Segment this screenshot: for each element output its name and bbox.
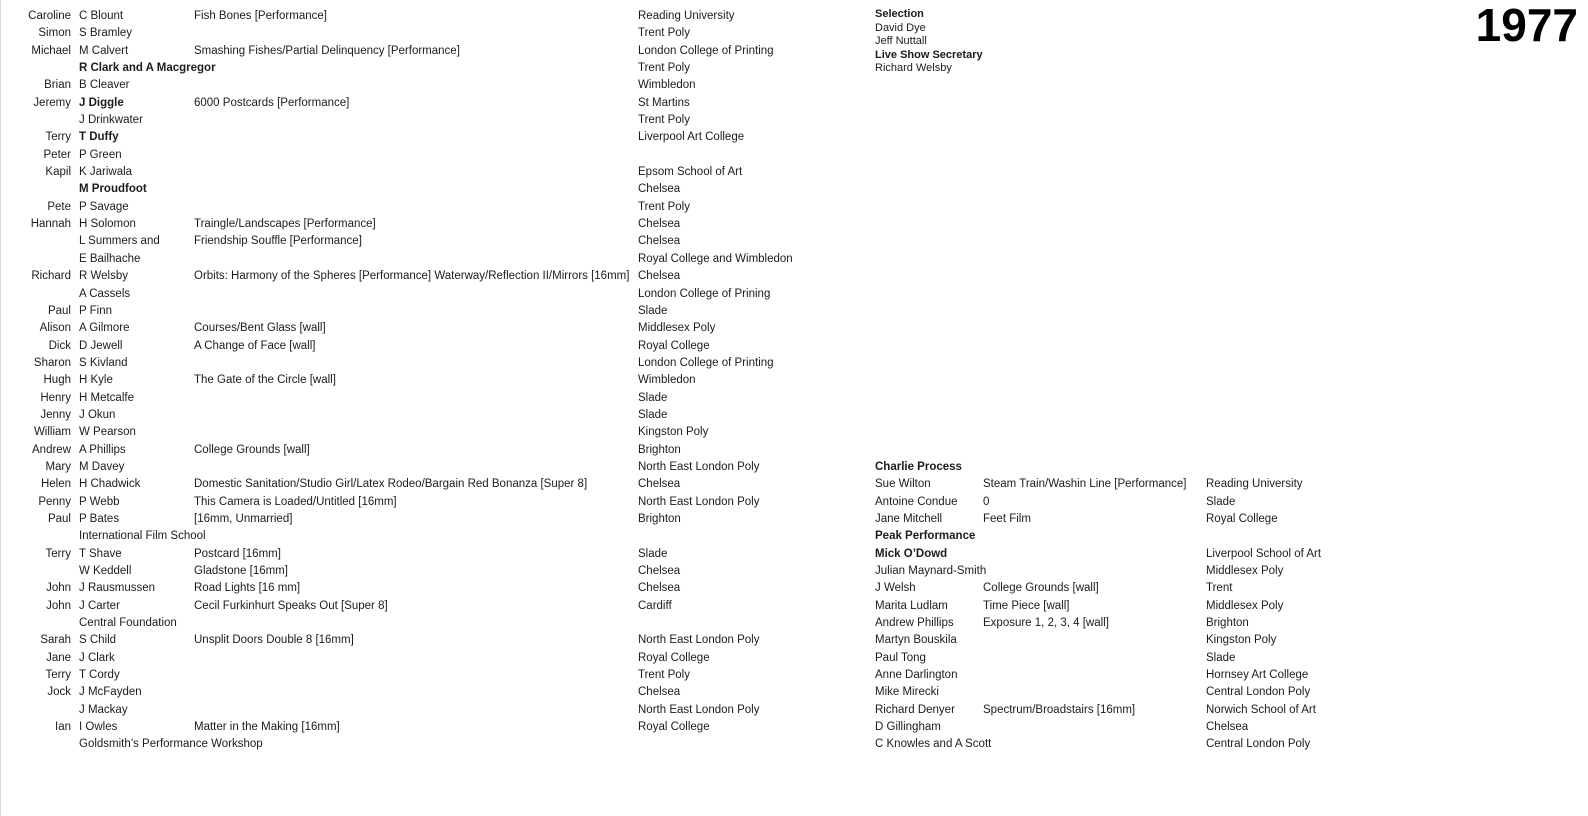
table-row (1, 407, 1588, 424)
college-cell: Middlesex Poly (638, 322, 716, 335)
college-cell: Trent Poly (638, 200, 690, 213)
first-name-cell: Simon (38, 27, 71, 40)
college-cell: Epsom School of Art (638, 166, 743, 179)
name-cell: M Proudfoot (79, 183, 147, 196)
first-name-cell: Henry (40, 391, 71, 404)
right-college-cell: Brighton (1206, 617, 1249, 630)
name-cell: P Finn (79, 304, 113, 317)
college-cell: London College of Prining (638, 287, 771, 300)
year-title: 1977 (1475, 0, 1578, 51)
work-cell: Fish Bones [Performance] (194, 10, 327, 22)
right-name-cell: Andrew Phillips (875, 617, 954, 630)
college-cell: Chelsea (638, 686, 681, 699)
table-row (1, 112, 1588, 129)
live-show-secretary-heading: Live Show Secretary (875, 48, 983, 61)
name-cell: J Rausmussen (79, 582, 156, 595)
right-name-cell: Mike Mirecki (875, 686, 939, 699)
table-row (1, 442, 1588, 459)
right-name-cell: Mick O’Dowd (875, 547, 948, 560)
name-cell: Central Foundation (79, 617, 177, 630)
live-show-secretary-name: Richard Welsby (875, 62, 952, 74)
work-cell: College Grounds [wall] (194, 443, 310, 456)
name-cell: J Drinkwater (79, 114, 143, 127)
right-work-cell: College Grounds [wall] (983, 582, 1099, 595)
table-row (1, 563, 1588, 580)
work-cell: Domestic Sanitation/Studio Girl/Latex Rodeo/Bargain Red Bonanza [Super 8] (194, 478, 588, 491)
college-cell: London College of Printing (638, 44, 774, 57)
right-work-cell: Exposure 1, 2, 3, 4 [wall] (983, 617, 1109, 630)
name-cell: A Gilmore (79, 322, 130, 335)
first-name-cell: Ian (55, 721, 71, 734)
selection-name: David Dye (875, 21, 926, 34)
name-cell: P Bates (79, 512, 120, 525)
right-college-cell: Norwich School of Art (1206, 703, 1316, 716)
right-name-cell: J Welsh (875, 582, 916, 595)
first-name-cell: Michael (31, 44, 71, 57)
name-cell: H Kyle (79, 374, 113, 387)
first-name-cell: Dick (48, 339, 71, 352)
table-row (1, 598, 1588, 615)
college-cell: North East London Poly (638, 703, 760, 716)
work-cell: 6000 Postcards [Performance] (194, 96, 350, 109)
college-cell: Trent Poly (638, 62, 690, 75)
first-name-cell: Richard (31, 270, 71, 283)
table-row (1, 580, 1588, 597)
work-cell: [16mm, Unmarried] (194, 512, 293, 525)
first-name-cell: Brian (44, 79, 71, 92)
name-cell: W Keddell (79, 565, 132, 577)
first-name-cell: Jeremy (33, 96, 71, 109)
right-name-cell: Peak Performance (875, 530, 976, 543)
table-row (1, 684, 1588, 701)
table-row (1, 719, 1588, 736)
name-cell: P Savage (79, 200, 129, 213)
table-row (1, 615, 1588, 632)
name-cell: H Chadwick (79, 478, 141, 491)
right-college-cell: Slade (1206, 495, 1236, 508)
college-cell: North East London Poly (638, 495, 760, 508)
selection-name: Jeff Nuttall (875, 35, 927, 47)
table-row (1, 8, 1588, 25)
first-name-cell: Mary (45, 460, 71, 473)
college-cell: Slade (638, 304, 668, 317)
college-cell: Kingston Poly (638, 426, 709, 439)
right-name-cell: Antoine Condue (875, 495, 958, 508)
first-name-cell: Pete (47, 200, 71, 213)
name-cell: S Child (79, 634, 117, 647)
right-college-cell: Central London Poly (1206, 686, 1311, 699)
first-name-cell: Paul (47, 304, 71, 317)
right-name-cell: Anne Darlington (875, 669, 958, 682)
right-college-cell: Liverpool School of Art (1206, 547, 1322, 560)
right-name-cell: Paul Tong (875, 651, 926, 664)
first-name-cell: Helen (40, 478, 71, 491)
college-cell: Trent Poly (638, 27, 690, 40)
right-work-cell: Time Piece [wall] (983, 599, 1070, 612)
college-cell: Royal College (638, 651, 710, 664)
name-cell: I Owles (79, 721, 118, 734)
first-name-cell: Penny (38, 495, 71, 508)
name-cell: R Welsby (79, 270, 128, 283)
first-name-cell: Hugh (43, 374, 71, 387)
college-cell: London College of Printing (638, 356, 774, 369)
name-cell: International Film School (79, 530, 206, 543)
table-row (1, 424, 1588, 441)
work-cell: Courses/Bent Glass [wall] (194, 322, 326, 335)
right-work-cell: Steam Train/Washin Line [Performance] (983, 478, 1187, 491)
right-college-cell: Trent (1206, 582, 1233, 595)
college-cell: Royal College and Wimbledon (638, 252, 793, 265)
first-name-cell: Terry (45, 547, 71, 560)
college-cell: Liverpool Art College (638, 131, 745, 144)
name-cell: H Metcalfe (79, 391, 134, 404)
first-name-cell: William (33, 426, 71, 439)
college-cell: Brighton (638, 443, 681, 456)
college-cell: Reading University (638, 10, 735, 22)
selection-heading: Selection (875, 8, 924, 20)
first-name-cell: Paul (47, 512, 71, 525)
work-cell: Road Lights [16 mm] (194, 582, 301, 595)
college-cell: St Martins (638, 96, 690, 109)
name-cell: A Phillips (79, 443, 126, 456)
table-row (1, 320, 1588, 337)
name-cell: P Webb (79, 495, 120, 508)
table-row (1, 459, 1588, 476)
right-college-cell: Reading University (1206, 478, 1303, 491)
table-row (1, 528, 1588, 545)
name-cell: M Davey (79, 460, 125, 473)
table-row (1, 233, 1588, 250)
college-cell: North East London Poly (638, 460, 760, 473)
table-row (1, 268, 1588, 285)
college-cell: Chelsea (638, 478, 681, 491)
table-row (1, 60, 1588, 77)
name-cell: E Bailhache (79, 252, 141, 265)
table-row (1, 736, 1588, 753)
name-cell: Goldsmith’s Performance Workshop (79, 738, 263, 751)
first-name-cell: Jock (47, 686, 71, 699)
right-name-cell: Jane Mitchell (875, 512, 943, 525)
work-cell: A Change of Face [wall] (194, 339, 316, 352)
roster (1, 8, 1588, 754)
first-name-cell: Sharon (33, 356, 71, 369)
table-row (1, 667, 1588, 684)
right-work-cell: Feet Film (983, 512, 1031, 525)
name-cell: A Cassels (79, 287, 131, 300)
name-cell: T Cordy (79, 669, 120, 682)
name-cell: J Diggle (79, 96, 124, 109)
work-cell: Friendship Souffle [Performance] (194, 235, 362, 248)
first-name-cell: Terry (45, 669, 71, 682)
first-name-cell: Hannah (30, 218, 71, 231)
work-cell: Matter in the Making [16mm] (194, 721, 340, 734)
name-cell: J Okun (79, 408, 116, 421)
right-work-cell: Spectrum/Broadstairs [16mm] (983, 703, 1136, 716)
right-college-cell: Royal College (1206, 512, 1278, 525)
first-name-cell: Peter (43, 148, 71, 161)
first-name-cell: Jenny (40, 408, 71, 421)
name-cell: M Calvert (79, 44, 129, 57)
right-college-cell: Kingston Poly (1206, 634, 1277, 647)
college-cell: Chelsea (638, 183, 681, 196)
name-cell: W Pearson (79, 426, 136, 439)
table-row (1, 164, 1588, 181)
table-row (1, 181, 1588, 198)
name-cell: T Duffy (79, 131, 119, 144)
college-cell: Chelsea (638, 235, 681, 248)
college-cell: Brighton (638, 512, 681, 525)
work-cell: Traingle/Landscapes [Performance] (194, 218, 376, 231)
right-college-cell: Middlesex Poly (1206, 565, 1284, 577)
right-college-cell: Slade (1206, 651, 1236, 664)
right-college-cell: Hornsey Art College (1206, 669, 1309, 682)
first-name-cell: Caroline (28, 10, 71, 22)
work-cell: Smashing Fishes/Partial Delinquency [Performance] (194, 44, 460, 57)
work-cell: This Camera is Loaded/Untitled [16mm] (194, 495, 397, 508)
work-cell: Postcard [16mm] (194, 547, 281, 560)
first-name-cell: Andrew (32, 443, 71, 456)
table-row (1, 43, 1588, 60)
college-cell: Chelsea (638, 270, 681, 283)
name-cell: D Jewell (79, 339, 123, 352)
table-row (1, 702, 1588, 719)
right-college-cell: Chelsea (1206, 721, 1249, 734)
college-cell: Slade (638, 547, 668, 560)
table-row (1, 129, 1588, 146)
work-cell: Cecil Furkinhurt Speaks Out [Super 8] (194, 599, 388, 612)
name-cell: R Clark and A Macgregor (79, 62, 216, 75)
name-cell: J Clark (79, 651, 115, 664)
right-name-cell: Sue Wilton (875, 478, 931, 491)
right-name-cell: Julian Maynard-Smith (875, 565, 987, 577)
name-cell: J McFayden (79, 686, 142, 699)
name-cell: T Shave (79, 547, 122, 560)
college-cell: Trent Poly (638, 114, 690, 127)
table-row (1, 632, 1588, 649)
college-cell: Slade (638, 408, 668, 421)
first-name-cell: Alison (39, 322, 71, 335)
right-name-cell: Martyn Bouskila (875, 634, 957, 647)
right-name-cell: Marita Ludlam (875, 599, 948, 612)
table-row (1, 216, 1588, 233)
right-name-cell: Charlie Process (875, 460, 962, 473)
table-row (1, 303, 1588, 320)
right-name-cell: Richard Denyer (875, 703, 955, 716)
table-row (1, 286, 1588, 303)
table-row (1, 390, 1588, 407)
first-name-cell: Terry (45, 131, 71, 144)
college-cell: Wimbledon (638, 374, 696, 387)
college-cell: North East London Poly (638, 634, 760, 647)
right-name-cell: C Knowles and A Scott (875, 738, 992, 751)
first-name-cell: Kapil (45, 166, 71, 179)
college-cell: Cardiff (638, 599, 672, 612)
first-name-cell: Sarah (40, 634, 71, 647)
right-college-cell: Central London Poly (1206, 738, 1311, 751)
table-row (1, 251, 1588, 268)
work-cell: Orbits: Harmony of the Spheres [Performance] Waterway/Reflection II/Mirrors [16mm] (194, 270, 630, 283)
name-cell: S Kivland (79, 356, 128, 369)
table-row (1, 372, 1588, 389)
name-cell: J Mackay (79, 703, 128, 716)
table-row (1, 650, 1588, 667)
table-row (1, 25, 1588, 42)
name-cell: S Bramley (79, 27, 133, 40)
name-cell: H Solomon (79, 218, 136, 231)
college-cell: Slade (638, 391, 668, 404)
table-row (1, 476, 1588, 493)
table-row (1, 77, 1588, 94)
college-cell: Chelsea (638, 218, 681, 231)
table-row (1, 511, 1588, 528)
name-cell: C Blount (79, 10, 124, 22)
table-row (1, 546, 1588, 563)
table-row (1, 338, 1588, 355)
college-cell: Trent Poly (638, 669, 690, 682)
work-cell: The Gate of the Circle [wall] (194, 374, 336, 387)
first-name-cell: John (46, 599, 71, 612)
name-cell: L Summers and (79, 235, 160, 248)
table-row (1, 494, 1588, 511)
first-name-cell: Jane (46, 651, 71, 664)
work-cell: Unsplit Doors Double 8 [16mm] (194, 634, 354, 647)
right-college-cell: Middlesex Poly (1206, 599, 1284, 612)
name-cell: P Green (79, 148, 122, 161)
name-cell: J Carter (79, 599, 120, 612)
first-name-cell: John (46, 582, 71, 595)
table-row (1, 355, 1588, 372)
table-row (1, 147, 1588, 164)
right-work-cell: 0 (983, 495, 990, 508)
name-cell: B Cleaver (79, 79, 130, 92)
college-cell: Wimbledon (638, 79, 696, 92)
college-cell: Royal College (638, 721, 710, 734)
college-cell: Chelsea (638, 582, 681, 595)
college-cell: Royal College (638, 339, 710, 352)
right-name-cell: D Gillingham (875, 721, 941, 734)
college-cell: Chelsea (638, 565, 681, 577)
name-cell: K Jariwala (79, 166, 133, 179)
table-row (1, 199, 1588, 216)
work-cell: Gladstone [16mm] (194, 565, 288, 577)
table-row (1, 95, 1588, 112)
